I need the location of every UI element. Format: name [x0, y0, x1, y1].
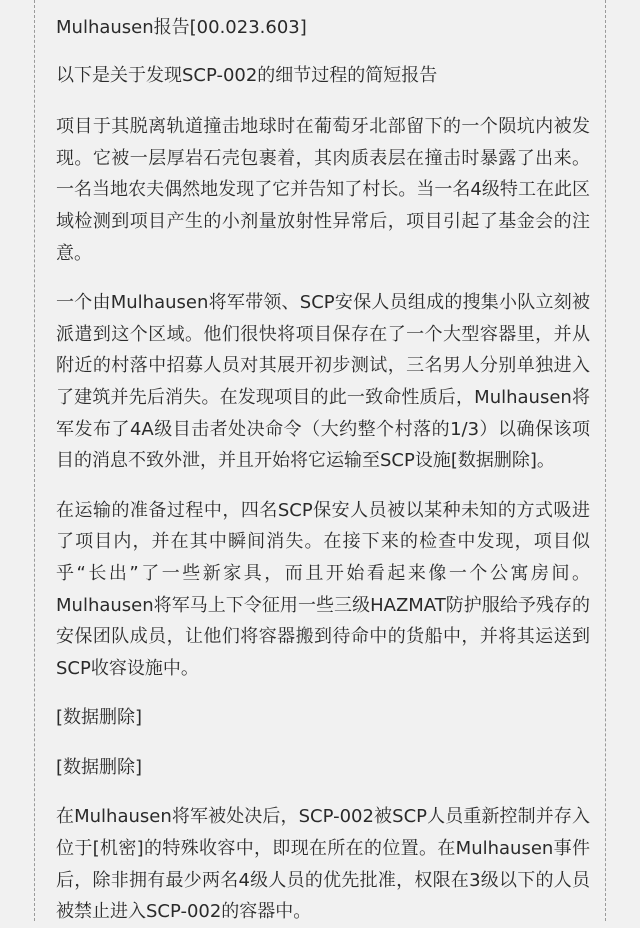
report-header: Mulhausen报告[00.023.603] [56, 17, 307, 38]
paragraph-redacted-1: [数据删除] [56, 707, 143, 729]
paragraph-containment: 在Mulhausen将军被处决后，SCP-002被SCP人员重新控制并存入位于[机密]的特殊收容中，即现在所在的位置。在Mulhausen事件后，除非拥有最少两名4级人员的优先批准，权限在3级以下的人员被禁止进入SCP-002的容器中。 [56, 806, 590, 923]
paragraph-transport: 在运输的准备过程中，四名SCP保安人员被以某种未知的方式吸进了项目内，并在其中瞬间消失。在接下来的检查中发现，项目似乎“长出”了一些新家具，而且开始看起来像一个公寓房间。Mulhausen将军马上下令征用一些三级HAZMAT防护服给予残存的安保团队成员，让他们将容器搬到待命中的货船中，并将其运送到SCP收容设施中。 [56, 499, 590, 679]
report-subtitle: 以下是关于发现SCP-002的细节过程的简短报告 [56, 64, 438, 86]
report-content [56, 12, 590, 928]
paragraph-retrieval: 一个由Mulhausen将军带领、SCP安保人员组成的搜集小队立刻被派遣到这个区域。他们很快将项目保存在了一个大型容器里，并从附近的村落中招募人员对其展开初步测试，三名男人分别单独进入了建筑并先后消失。在发现项目的此一致命性质后，Mulhausen将军发布了4A级目击者处决命令（大约整个村落的1/3）以确保该项目的消息不致外泄，并且开始将它运输至SCP设施[数据删除]。 [56, 292, 590, 472]
paragraph-discovery: 项目于其脱离轨道撞击地球时在葡萄牙北部留下的一个陨坑内被发现。它被一层厚岩石壳包裹着，其肉质表层在撞击时暴露了出来。一名当地农夫偶然地发现了它并告知了村长。当一名4级特工在此区域检测到项目产生的小剂量放射性异常后，项目引起了基金会的注意。 [56, 116, 590, 264]
paragraph-redacted-2: [数据删除] [56, 756, 143, 778]
